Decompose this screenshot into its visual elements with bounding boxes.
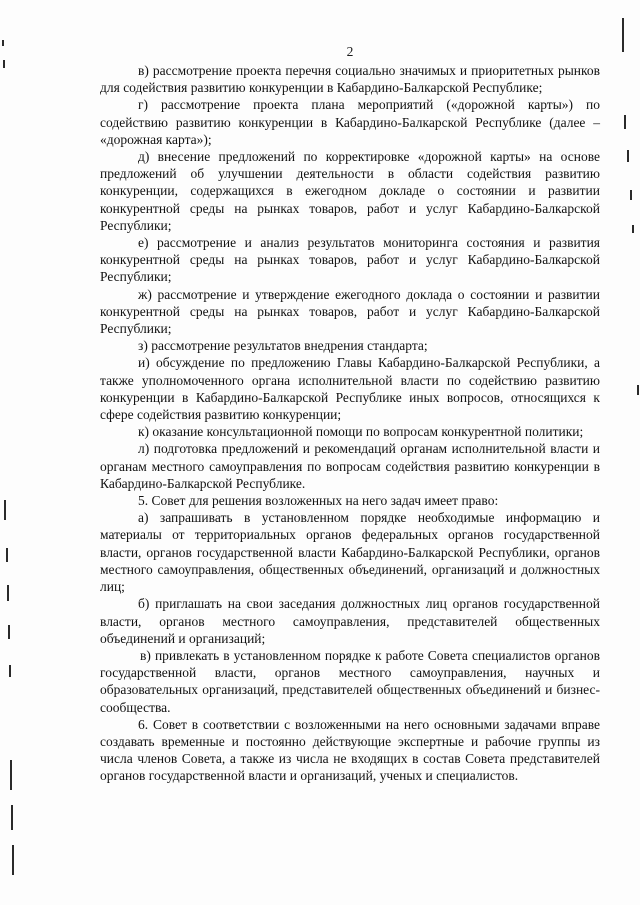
scan-mark-left-6 [8,625,10,639]
scan-mark-left-2 [3,60,5,68]
paragraph-z: з) рассмотрение результатов внедрения стандарта; [138,338,428,354]
paragraph-i: и) обсуждение по предложению Главы Кабардино-Балкарской Республики, а также уполномоченного органа исполнительной власти по содействию развитию конкуренции в Кабардино-Балкарской Республике иных вопросов, относящихся к сфере содействия развитию конкуренции; [100,355,600,423]
scan-mark-left-7 [9,665,11,677]
paragraph-d: д) внесение предложений по корректировке «дорожной карты» на основе предложений об улучшении деятельности в области содействия развитию конкуренции, содержащихся в ежегодном докладе о состоянии и развитии конкурентной среды на рынках товаров, работ и услуг Кабардино-Балкарской Республики; [100,149,600,233]
scan-mark-left-1 [2,40,4,46]
paragraph-zh: ж) рассмотрение и утверждение ежегодного доклада о состоянии и развитии конкурентной среды на рынках товаров, работ и услуг Кабардино-Балкарской Республики; [100,286,600,337]
scan-mark-right-6 [637,385,639,395]
page-number: 2 [346,44,354,59]
scan-mark-left-4 [6,548,8,562]
scan-mark-left-5 [7,585,9,601]
scan-mark-left-3 [4,500,6,520]
paragraph-l: л) подготовка предложений и рекомендаций органам исполнительной власти и органам местного самоуправления по вопросам содействия развитию конкуренции в Кабардино-Балкарской Республике. [100,441,600,491]
paragraph-section-6: 6. Совет в соответствии с возложенными на него основными задачами вправе создавать временные и постоянно действующие экспертные и рабочие группы из числа членов Совета, а также из числа не входящих в состав Совета представителей органов государственной власти и организаций, ученых и специалистов. [100,716,600,784]
scan-mark-right-5 [632,225,634,233]
paragraph-5a: а) запрашивать в установленном порядке необходимые информацию и материалы от территориальных органов федеральных органов государственной власти, органов государственной власти Кабардино-Балкарской Республики, органов местного самоуправления, общественных объединений, организаций и должностных лиц; [100,510,600,595]
paragraph-5b: б) приглашать на свои заседания должностных лиц органов государственной власти, органов местного самоуправления, представителей общественных объединений и организаций; [100,596,600,646]
document-body [100,62,600,785]
scan-mark-right-3 [627,150,629,162]
paragraph-section-5: 5. Совет для решения возложенных на него задач имеет право: [138,493,499,509]
paragraph-v: в) рассмотрение проекта перечня социально значимых и приоритетных рынков для содействия развитию конкуренции в Кабардино-Балкарской Республике; [100,63,600,96]
scan-mark-left-9 [11,805,13,830]
paragraph-k: к) оказание консультационной помощи по вопросам конкурентной политики; [138,424,584,440]
scan-mark-right-1 [622,18,624,52]
paragraph-g: г) рассмотрение проекта плана мероприятий («дорожной карты») по содействию развитию конкуренции в Кабардино-Балкарской Республике (далее – «дорожная карта»); [100,97,600,147]
scan-mark-left-10 [12,845,14,875]
paragraph-e: е) рассмотрение и анализ результатов мониторинга состояния и развития конкурентной среды на рынках товаров, работ и услуг Кабардино-Балкарской Республики; [100,235,600,285]
scan-mark-right-4 [630,190,632,200]
scan-mark-right-2 [624,115,626,129]
scan-mark-left-8 [10,760,12,790]
paragraph-5v: в) привлекать в установленном порядке к работе Совета специалистов органов государственной власти, органов местного самоуправления, научных и образовательных организаций, представителей общественных объединений и бизнес-сообщества. [100,647,600,715]
